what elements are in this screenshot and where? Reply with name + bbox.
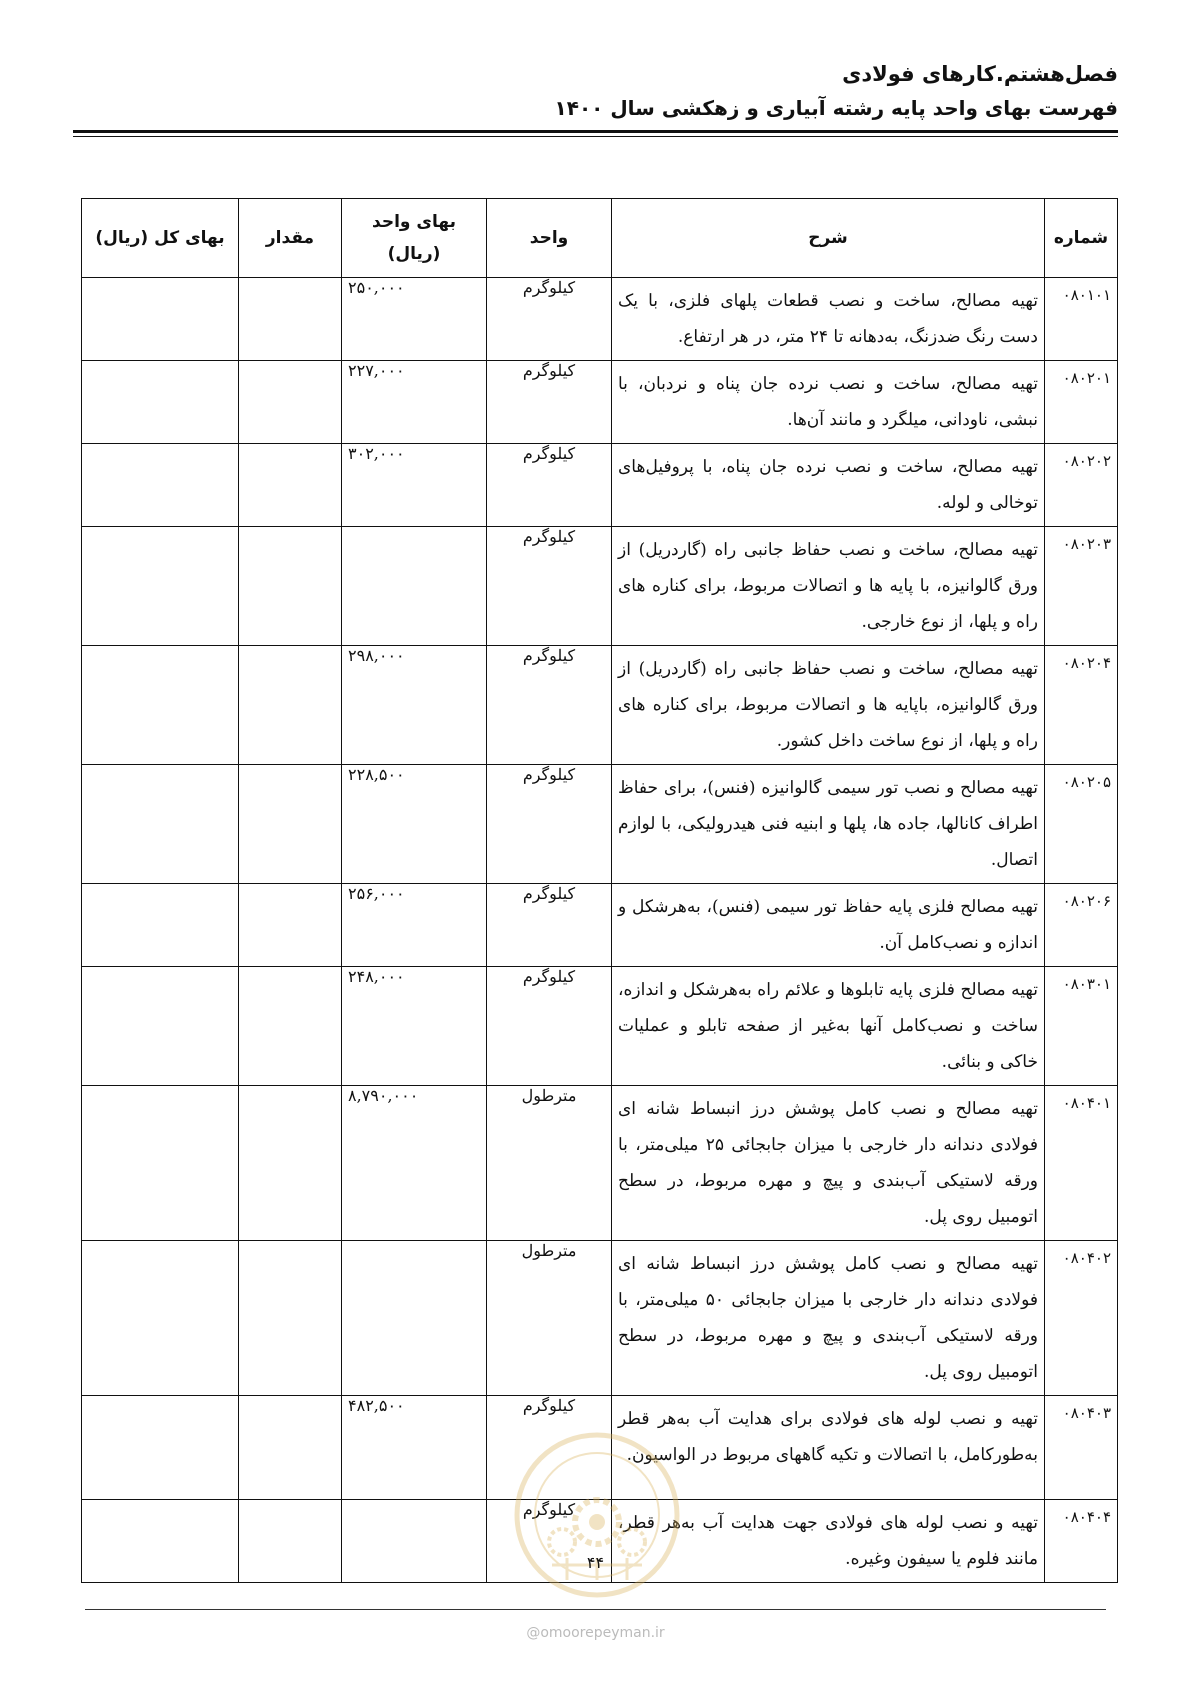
table-row (82, 1396, 1118, 1500)
item-code: ۰۸۰۴۰۳ (1045, 1396, 1118, 1500)
item-unit: مترطول (487, 1086, 612, 1241)
item-unit-price: ۸,۷۹۰,۰۰۰ (342, 1086, 487, 1241)
page-header (68, 58, 1118, 124)
footer-rule (85, 1609, 1106, 1610)
item-description: تهیه مصالح فلزی پایه حفاظ تور سیمی (فنس)، به‌هرشکل و اندازه و نصب‌کامل آن. (612, 884, 1045, 967)
item-code: ۰۸۰۲۰۱ (1045, 361, 1118, 444)
item-unit-price: ۲۲۸,۵۰۰ (342, 765, 487, 884)
item-quantity (239, 884, 342, 967)
item-total-price (82, 361, 239, 444)
table-row (82, 361, 1118, 444)
price-list-title: فهرست بهای واحد پایه رشته آبیاری و زهکشی سال ۱۴۰۰ (554, 96, 1118, 120)
item-unit-price: ۲۹۸,۰۰۰ (342, 646, 487, 765)
item-quantity (239, 967, 342, 1086)
chapter-title: فصل‌هشتم.کارهای فولادی (842, 62, 1118, 86)
item-description: تهیه مصالح و نصب کامل پوشش درز انبساط شانه ای فولادی دندانه دار خارجی با میزان جابجائی ۲۵ میلی‌متر، با ورقه لاستیکی آب‌بندی و پیچ و مهره مربوط، در سطح اتومبیل روی پل. (612, 1086, 1045, 1241)
item-unit: مترطول (487, 1241, 612, 1396)
item-code: ۰۸۰۱۰۱ (1045, 278, 1118, 361)
item-unit: کیلوگرم (487, 1396, 612, 1500)
header-total-price: بهای کل (ریال) (82, 199, 239, 278)
header-unit: واحد (487, 199, 612, 278)
item-total-price (82, 1086, 239, 1241)
table-body (82, 278, 1118, 1583)
table-row (82, 646, 1118, 765)
item-total-price (82, 765, 239, 884)
item-code: ۰۸۰۴۰۴ (1045, 1500, 1118, 1583)
site-watermark: @omoorepeyman.ir (526, 1625, 665, 1641)
header-rule-thick (73, 130, 1118, 133)
item-description: تهیه و نصب لوله های فولادی برای هدایت آب به‌هر قطر به‌طورکامل، با اتصالات و تکیه گاههای مربوط در الواسیون. (612, 1396, 1045, 1500)
item-total-price (82, 527, 239, 646)
table-row (82, 527, 1118, 646)
page-number: ۴۴ (586, 1553, 605, 1572)
table-row (82, 278, 1118, 361)
header-number: شماره (1045, 199, 1118, 278)
table-row (82, 765, 1118, 884)
item-unit-price (342, 527, 487, 646)
item-total-price (82, 1396, 239, 1500)
item-total-price (82, 278, 239, 361)
item-unit: کیلوگرم (487, 765, 612, 884)
item-total-price (82, 444, 239, 527)
table-row (82, 884, 1118, 967)
item-unit: کیلوگرم (487, 527, 612, 646)
header-description: شرح (612, 199, 1045, 278)
item-unit: کیلوگرم (487, 646, 612, 765)
item-code: ۰۸۰۲۰۲ (1045, 444, 1118, 527)
table-row (82, 967, 1118, 1086)
item-description: تهیه مصالح، ساخت و نصب حفاظ جانبی راه (گاردریل) از ورق گالوانیزه، باپایه ها و اتصالات مربوط، برای کناره های راه و پلها، از نوع ساخت داخل کشور. (612, 646, 1045, 765)
item-description: تهیه مصالح فلزی پایه تابلوها و علائم راه به‌هرشکل و اندازه، ساخت و نصب‌کامل آنها به‌غیر از صفحه تابلو و عملیات خاکی و بنائی. (612, 967, 1045, 1086)
item-unit: کیلوگرم (487, 278, 612, 361)
item-code: ۰۸۰۴۰۲ (1045, 1241, 1118, 1396)
item-total-price (82, 967, 239, 1086)
item-unit-price: ۴۸۲,۵۰۰ (342, 1396, 487, 1500)
item-unit-price: ۲۵۶,۰۰۰ (342, 884, 487, 967)
item-code: ۰۸۰۴۰۱ (1045, 1086, 1118, 1241)
item-unit-price: ۲۵۰,۰۰۰ (342, 278, 487, 361)
item-description: تهیه مصالح و نصب کامل پوشش درز انبساط شانه ای فولادی دندانه دار خارجی با میزان جابجائی ۵۰ میلی‌متر، با ورقه لاستیکی آب‌بندی و پیچ و مهره مربوط، در سطح اتومبیل روی پل. (612, 1241, 1045, 1396)
item-quantity (239, 765, 342, 884)
item-unit: کیلوگرم (487, 967, 612, 1086)
item-unit: کیلوگرم (487, 361, 612, 444)
item-unit-price: ۲۴۸,۰۰۰ (342, 967, 487, 1086)
header-unit-price-label: بهای واحد (372, 212, 456, 232)
price-table (81, 198, 1118, 1583)
item-code: ۰۸۰۲۰۳ (1045, 527, 1118, 646)
header-rule-thin (73, 136, 1118, 137)
header-unit-price (342, 199, 487, 278)
item-description: تهیه و نصب لوله های فولادی جهت هدایت آب به‌هر قطر، مانند فلوم یا سیفون وغیره. (612, 1500, 1045, 1583)
header-quantity: مقدار (239, 199, 342, 278)
item-quantity (239, 527, 342, 646)
item-total-price (82, 884, 239, 967)
item-description: تهیه مصالح و نصب تور سیمی گالوانیزه (فنس)، برای حفاظ اطراف کانالها، جاده ها، پلها و ابنیه فنی هیدرولیکی، با لوازم اتصال. (612, 765, 1045, 884)
item-unit-price (342, 1241, 487, 1396)
item-description: تهیه مصالح، ساخت و نصب حفاظ جانبی راه (گاردریل) از ورق گالوانیزه، با پایه ها و اتصالات مربوط، برای کناره های راه و پلها، از نوع خارجی. (612, 527, 1045, 646)
item-quantity (239, 361, 342, 444)
item-description: تهیه مصالح، ساخت و نصب قطعات پلهای فلزی، با یک دست رنگ ضدزنگ، به‌دهانه تا ۲۴ متر، در هر ارتفاع. (612, 278, 1045, 361)
item-quantity (239, 1396, 342, 1500)
item-quantity (239, 646, 342, 765)
item-quantity (239, 278, 342, 361)
item-unit: کیلوگرم (487, 444, 612, 527)
item-description: تهیه مصالح، ساخت و نصب نرده جان پناه، با پروفیل‌های توخالی و لوله. (612, 444, 1045, 527)
item-description: تهیه مصالح، ساخت و نصب نرده جان پناه و نردبان، با نبشی، ناودانی، میلگرد و مانند آن‌ها. (612, 361, 1045, 444)
table-row (82, 1086, 1118, 1241)
item-total-price (82, 646, 239, 765)
item-code: ۰۸۰۳۰۱ (1045, 967, 1118, 1086)
item-quantity (239, 1241, 342, 1396)
item-quantity (239, 444, 342, 527)
item-quantity (239, 1086, 342, 1241)
item-code: ۰۸۰۲۰۵ (1045, 765, 1118, 884)
table-row (82, 1241, 1118, 1396)
item-total-price (82, 1241, 239, 1396)
item-unit: کیلوگرم (487, 1500, 612, 1583)
item-code: ۰۸۰۲۰۶ (1045, 884, 1118, 967)
table-row (82, 444, 1118, 527)
item-unit-price: ۲۲۷,۰۰۰ (342, 361, 487, 444)
item-code: ۰۸۰۲۰۴ (1045, 646, 1118, 765)
table-header-row (82, 199, 1118, 278)
item-unit-price: ۳۰۲,۰۰۰ (342, 444, 487, 527)
item-unit: کیلوگرم (487, 884, 612, 967)
header-unit-price-currency: (ریال) (387, 244, 441, 264)
